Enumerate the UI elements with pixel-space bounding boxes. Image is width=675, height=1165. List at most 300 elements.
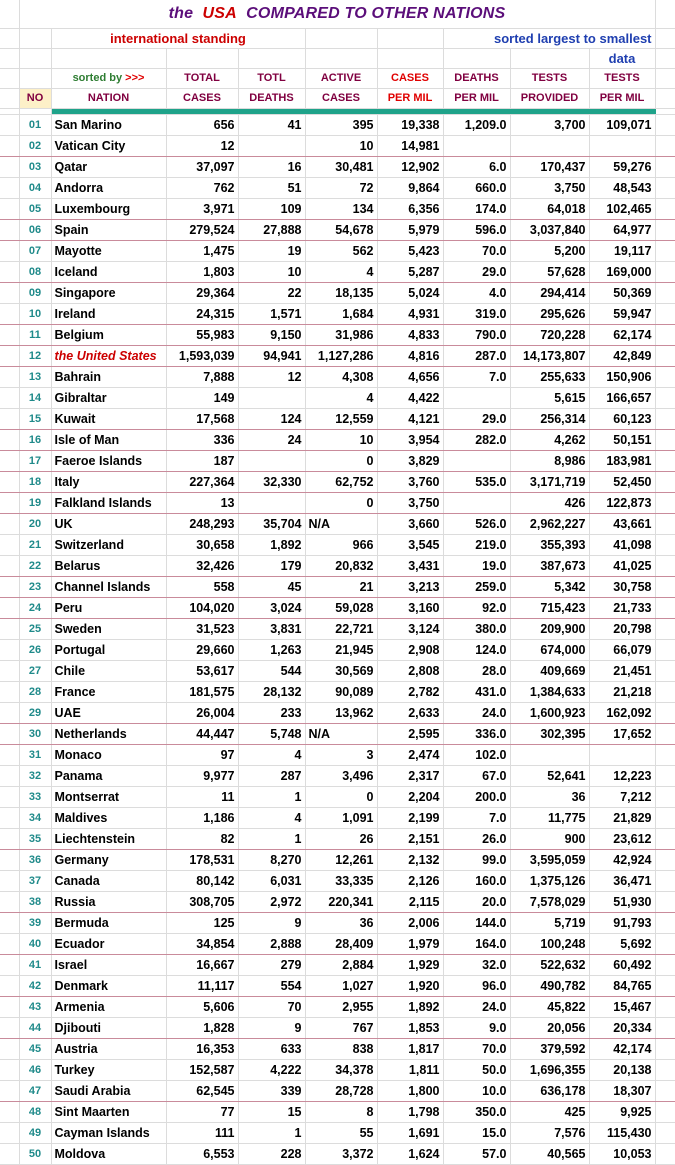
tests-per-mil: 41,098 [589, 535, 655, 556]
table-row [0, 346, 675, 367]
row-gutter-right [655, 409, 675, 430]
tests-provided: 490,782 [510, 976, 589, 997]
total-cases: 30,658 [166, 535, 238, 556]
row-gutter-right [655, 703, 675, 724]
cases-per-mil: 5,287 [377, 262, 443, 283]
nation-name: Switzerland [51, 535, 166, 556]
tests-per-mil: 21,218 [589, 682, 655, 703]
tests-per-mil: 42,174 [589, 1039, 655, 1060]
row-gutter [0, 1018, 19, 1039]
header-total-cases: CASES [166, 89, 238, 109]
row-gutter-right [655, 766, 675, 787]
tests-per-mil: 102,465 [589, 199, 655, 220]
row-gutter-right [655, 388, 675, 409]
header-tests: TESTS [510, 69, 589, 89]
table-row [0, 640, 675, 661]
table-row [0, 850, 675, 871]
table-row [0, 430, 675, 451]
cases-per-mil: 2,808 [377, 661, 443, 682]
nation-name: the United States [51, 346, 166, 367]
row-gutter-right [655, 577, 675, 598]
row-number: 40 [19, 934, 51, 955]
total-deaths: 8,270 [238, 850, 305, 871]
nation-name: Panama [51, 766, 166, 787]
total-deaths: 27,888 [238, 220, 305, 241]
total-cases: 1,186 [166, 808, 238, 829]
row-number: 23 [19, 577, 51, 598]
table-row [0, 577, 675, 598]
cases-per-mil: 6,356 [377, 199, 443, 220]
deaths-per-mil: 282.0 [443, 430, 510, 451]
active-cases: 28,728 [305, 1081, 377, 1102]
row-number: 18 [19, 472, 51, 493]
total-cases: 29,660 [166, 640, 238, 661]
tests-provided: 8,986 [510, 451, 589, 472]
table-row [0, 1039, 675, 1060]
table-row [0, 556, 675, 577]
active-cases: 10 [305, 136, 377, 157]
tests-per-mil: 51,930 [589, 892, 655, 913]
deaths-per-mil: 70.0 [443, 241, 510, 262]
tests-per-mil: 36,471 [589, 871, 655, 892]
row-gutter-right [655, 157, 675, 178]
tests-provided: 636,178 [510, 1081, 589, 1102]
tests-provided: 4,262 [510, 430, 589, 451]
cases-per-mil: 3,213 [377, 577, 443, 598]
deaths-per-mil: 160.0 [443, 871, 510, 892]
tests-provided: 1,600,923 [510, 703, 589, 724]
cases-per-mil: 3,545 [377, 535, 443, 556]
total-deaths: 124 [238, 409, 305, 430]
tests-per-mil: 9,925 [589, 1102, 655, 1123]
total-deaths: 32,330 [238, 472, 305, 493]
active-cases: 1,127,286 [305, 346, 377, 367]
cases-per-mil: 2,782 [377, 682, 443, 703]
tests-per-mil: 21,451 [589, 661, 655, 682]
subtitle-sorted: sorted largest to smallest [443, 29, 655, 49]
row-gutter [0, 367, 19, 388]
tests-per-mil: 7,212 [589, 787, 655, 808]
tests-per-mil: 15,467 [589, 997, 655, 1018]
total-deaths [238, 388, 305, 409]
table-row [0, 1144, 675, 1165]
total-deaths: 45 [238, 577, 305, 598]
nation-name: Netherlands [51, 724, 166, 745]
row-gutter-right [655, 955, 675, 976]
tests-provided: 409,669 [510, 661, 589, 682]
cases-per-mil: 4,816 [377, 346, 443, 367]
row-gutter-right [655, 808, 675, 829]
row-gutter-right [655, 1102, 675, 1123]
deaths-per-mil: 660.0 [443, 178, 510, 199]
active-cases: 13,962 [305, 703, 377, 724]
nation-name: Gibraltar [51, 388, 166, 409]
nation-name: Montserrat [51, 787, 166, 808]
cases-per-mil: 3,829 [377, 451, 443, 472]
active-cases: 0 [305, 493, 377, 514]
page-title: the USA COMPARED TO OTHER NATIONS [19, 0, 655, 29]
table-row [0, 283, 675, 304]
row-gutter-right [655, 178, 675, 199]
tests-provided: 5,342 [510, 577, 589, 598]
row-gutter [0, 955, 19, 976]
row-number: 34 [19, 808, 51, 829]
row-gutter [0, 388, 19, 409]
row-gutter-right [655, 997, 675, 1018]
row-gutter-right [655, 745, 675, 766]
cases-per-mil: 3,431 [377, 556, 443, 577]
tests-per-mil: 166,657 [589, 388, 655, 409]
total-deaths: 4 [238, 808, 305, 829]
deaths-per-mil: 10.0 [443, 1081, 510, 1102]
row-gutter-right [655, 619, 675, 640]
deaths-per-mil: 92.0 [443, 598, 510, 619]
tests-provided [510, 745, 589, 766]
deaths-per-mil: 15.0 [443, 1123, 510, 1144]
nation-name: Andorra [51, 178, 166, 199]
table-row [0, 724, 675, 745]
row-gutter-right [655, 241, 675, 262]
table-row [0, 829, 675, 850]
tests-provided: 674,000 [510, 640, 589, 661]
cases-per-mil: 12,902 [377, 157, 443, 178]
active-cases: 10 [305, 430, 377, 451]
deaths-per-mil: 124.0 [443, 640, 510, 661]
deaths-per-mil: 20.0 [443, 892, 510, 913]
cases-per-mil: 4,656 [377, 367, 443, 388]
tests-provided: 355,393 [510, 535, 589, 556]
row-number: 43 [19, 997, 51, 1018]
tests-provided: 425 [510, 1102, 589, 1123]
tests-per-mil: 91,793 [589, 913, 655, 934]
tests-provided: 426 [510, 493, 589, 514]
deaths-per-mil: 431.0 [443, 682, 510, 703]
deaths-per-mil: 67.0 [443, 766, 510, 787]
nation-name: Monaco [51, 745, 166, 766]
deaths-per-mil: 287.0 [443, 346, 510, 367]
nation-name: Peru [51, 598, 166, 619]
row-gutter [0, 1102, 19, 1123]
row-number: 26 [19, 640, 51, 661]
deaths-per-mil: 164.0 [443, 934, 510, 955]
row-number: 04 [19, 178, 51, 199]
tests-per-mil: 20,138 [589, 1060, 655, 1081]
nation-name: Qatar [51, 157, 166, 178]
table-row [0, 913, 675, 934]
total-deaths: 16 [238, 157, 305, 178]
tests-provided: 294,414 [510, 283, 589, 304]
row-gutter [0, 997, 19, 1018]
deaths-per-mil: 57.0 [443, 1144, 510, 1165]
row-gutter [0, 934, 19, 955]
row-gutter-right [655, 430, 675, 451]
deaths-per-mil: 790.0 [443, 325, 510, 346]
nation-name: Liechtenstein [51, 829, 166, 850]
row-gutter [0, 745, 19, 766]
active-cases: 395 [305, 115, 377, 136]
row-number: 46 [19, 1060, 51, 1081]
cases-per-mil: 2,126 [377, 871, 443, 892]
tests-per-mil: 42,849 [589, 346, 655, 367]
active-cases: 90,089 [305, 682, 377, 703]
total-cases: 80,142 [166, 871, 238, 892]
deaths-per-mil: 350.0 [443, 1102, 510, 1123]
row-number: 35 [19, 829, 51, 850]
nation-name: UK [51, 514, 166, 535]
cases-per-mil: 1,979 [377, 934, 443, 955]
total-deaths: 51 [238, 178, 305, 199]
row-gutter-right [655, 976, 675, 997]
deaths-per-mil: 29.0 [443, 262, 510, 283]
tests-per-mil: 21,733 [589, 598, 655, 619]
deaths-per-mil: 24.0 [443, 997, 510, 1018]
total-deaths: 544 [238, 661, 305, 682]
nation-name: Mayotte [51, 241, 166, 262]
tests-provided: 3,171,719 [510, 472, 589, 493]
table-row [0, 745, 675, 766]
total-deaths: 1,571 [238, 304, 305, 325]
active-cases: 4 [305, 388, 377, 409]
tests-provided: 720,228 [510, 325, 589, 346]
total-deaths: 70 [238, 997, 305, 1018]
total-deaths: 28,132 [238, 682, 305, 703]
active-cases: 26 [305, 829, 377, 850]
tests-per-mil: 52,450 [589, 472, 655, 493]
total-cases: 97 [166, 745, 238, 766]
row-gutter [0, 577, 19, 598]
total-deaths: 3,831 [238, 619, 305, 640]
cases-per-mil: 2,317 [377, 766, 443, 787]
table-row [0, 598, 675, 619]
nation-name: Moldova [51, 1144, 166, 1165]
subtitle-international-standing: international standing [51, 29, 305, 49]
header-no: NO [19, 89, 51, 109]
row-gutter-right [655, 1060, 675, 1081]
row-gutter [0, 1081, 19, 1102]
table-row [0, 997, 675, 1018]
active-cases: 3 [305, 745, 377, 766]
tests-provided: 11,775 [510, 808, 589, 829]
nation-name: Germany [51, 850, 166, 871]
tests-per-mil: 17,652 [589, 724, 655, 745]
row-number: 02 [19, 136, 51, 157]
table-row [0, 787, 675, 808]
total-deaths: 9 [238, 913, 305, 934]
row-gutter-right [655, 829, 675, 850]
nation-name: Armenia [51, 997, 166, 1018]
header-nation: NATION [51, 89, 166, 109]
cases-per-mil: 3,660 [377, 514, 443, 535]
header-tests-per-mil: PER MIL [589, 89, 655, 109]
cases-per-mil: 2,474 [377, 745, 443, 766]
tests-per-mil: 50,151 [589, 430, 655, 451]
nation-name: Djibouti [51, 1018, 166, 1039]
cases-per-mil: 1,811 [377, 1060, 443, 1081]
active-cases: 4,308 [305, 367, 377, 388]
table-row [0, 325, 675, 346]
total-deaths: 1 [238, 829, 305, 850]
deaths-per-mil [443, 451, 510, 472]
row-number: 21 [19, 535, 51, 556]
cases-per-mil: 14,981 [377, 136, 443, 157]
deaths-per-mil: 7.0 [443, 367, 510, 388]
row-number: 25 [19, 619, 51, 640]
cases-per-mil: 2,151 [377, 829, 443, 850]
row-gutter [0, 1039, 19, 1060]
tests-provided: 170,437 [510, 157, 589, 178]
total-cases: 656 [166, 115, 238, 136]
tests-per-mil: 23,612 [589, 829, 655, 850]
row-gutter [0, 472, 19, 493]
active-cases: 34,378 [305, 1060, 377, 1081]
total-cases: 279,524 [166, 220, 238, 241]
total-deaths: 339 [238, 1081, 305, 1102]
row-number: 38 [19, 892, 51, 913]
row-number: 17 [19, 451, 51, 472]
row-number: 39 [19, 913, 51, 934]
header-tests-provided: PROVIDED [510, 89, 589, 109]
tests-per-mil: 50,369 [589, 283, 655, 304]
cases-per-mil: 2,132 [377, 850, 443, 871]
tests-provided: 522,632 [510, 955, 589, 976]
deaths-per-mil: 144.0 [443, 913, 510, 934]
tests-provided: 387,673 [510, 556, 589, 577]
cases-per-mil: 9,864 [377, 178, 443, 199]
active-cases: 72 [305, 178, 377, 199]
row-number: 16 [19, 430, 51, 451]
table-row [0, 934, 675, 955]
row-gutter-right [655, 262, 675, 283]
tests-per-mil: 59,276 [589, 157, 655, 178]
tests-per-mil: 41,025 [589, 556, 655, 577]
row-number: 10 [19, 304, 51, 325]
tests-provided: 302,395 [510, 724, 589, 745]
cases-per-mil: 5,979 [377, 220, 443, 241]
header-total-deaths: DEATHS [238, 89, 305, 109]
row-gutter-right [655, 325, 675, 346]
total-cases: 1,593,039 [166, 346, 238, 367]
tests-provided: 52,641 [510, 766, 589, 787]
table-row [0, 262, 675, 283]
table-row [0, 388, 675, 409]
total-cases: 308,705 [166, 892, 238, 913]
deaths-per-mil: 96.0 [443, 976, 510, 997]
total-deaths [238, 136, 305, 157]
row-gutter-right [655, 850, 675, 871]
row-number: 05 [19, 199, 51, 220]
deaths-per-mil: 50.0 [443, 1060, 510, 1081]
row-number: 20 [19, 514, 51, 535]
tests-provided: 256,314 [510, 409, 589, 430]
deaths-per-mil: 219.0 [443, 535, 510, 556]
row-number: 41 [19, 955, 51, 976]
row-number: 47 [19, 1081, 51, 1102]
tests-per-mil [589, 136, 655, 157]
deaths-per-mil: 259.0 [443, 577, 510, 598]
active-cases: 59,028 [305, 598, 377, 619]
tests-per-mil: 169,000 [589, 262, 655, 283]
cases-per-mil: 2,633 [377, 703, 443, 724]
header-totl: TOTL [238, 69, 305, 89]
nation-name: Belgium [51, 325, 166, 346]
total-deaths: 1 [238, 787, 305, 808]
nation-name: Faeroe Islands [51, 451, 166, 472]
nation-name: Sint Maarten [51, 1102, 166, 1123]
active-cases: 21 [305, 577, 377, 598]
nation-name: Channel Islands [51, 577, 166, 598]
table-row [0, 535, 675, 556]
total-cases: 558 [166, 577, 238, 598]
tests-per-mil: 162,092 [589, 703, 655, 724]
row-gutter-right [655, 934, 675, 955]
tests-per-mil: 10,053 [589, 1144, 655, 1165]
total-cases: 1,475 [166, 241, 238, 262]
row-number: 03 [19, 157, 51, 178]
nation-name: Sweden [51, 619, 166, 640]
row-gutter-right [655, 724, 675, 745]
nation-name: UAE [51, 703, 166, 724]
row-gutter [0, 157, 19, 178]
tests-provided: 3,750 [510, 178, 589, 199]
active-cases: 4 [305, 262, 377, 283]
row-number: 36 [19, 850, 51, 871]
deaths-per-mil: 336.0 [443, 724, 510, 745]
cases-per-mil: 1,817 [377, 1039, 443, 1060]
row-number: 14 [19, 388, 51, 409]
deaths-per-mil: 26.0 [443, 829, 510, 850]
cases-per-mil: 1,800 [377, 1081, 443, 1102]
header-deaths-per-mil: PER MIL [443, 89, 510, 109]
cases-per-mil: 1,920 [377, 976, 443, 997]
header-active-cases: CASES [305, 89, 377, 109]
table-row [0, 199, 675, 220]
tests-provided: 14,173,807 [510, 346, 589, 367]
total-cases: 104,020 [166, 598, 238, 619]
table-row [0, 472, 675, 493]
cases-per-mil: 4,422 [377, 388, 443, 409]
tests-per-mil: 43,661 [589, 514, 655, 535]
cases-per-mil: 3,160 [377, 598, 443, 619]
row-gutter [0, 283, 19, 304]
tests-per-mil: 20,334 [589, 1018, 655, 1039]
sorted-by-label: sorted by >>> [51, 69, 166, 89]
row-gutter [0, 976, 19, 997]
row-gutter [0, 619, 19, 640]
nation-name: Ireland [51, 304, 166, 325]
active-cases: 2,884 [305, 955, 377, 976]
table-row [0, 1060, 675, 1081]
tests-provided: 295,626 [510, 304, 589, 325]
deaths-per-mil: 380.0 [443, 619, 510, 640]
total-deaths: 15 [238, 1102, 305, 1123]
cases-per-mil: 4,121 [377, 409, 443, 430]
table-row [0, 703, 675, 724]
table-row [0, 220, 675, 241]
total-deaths [238, 493, 305, 514]
total-deaths: 179 [238, 556, 305, 577]
row-gutter-right [655, 493, 675, 514]
row-gutter [0, 241, 19, 262]
total-cases: 77 [166, 1102, 238, 1123]
cases-per-mil: 1,691 [377, 1123, 443, 1144]
row-gutter [0, 325, 19, 346]
table-row [0, 136, 675, 157]
subtitle-data: data [589, 49, 655, 69]
table-row [0, 157, 675, 178]
nation-name: Kuwait [51, 409, 166, 430]
active-cases: 22,721 [305, 619, 377, 640]
row-gutter-right [655, 787, 675, 808]
